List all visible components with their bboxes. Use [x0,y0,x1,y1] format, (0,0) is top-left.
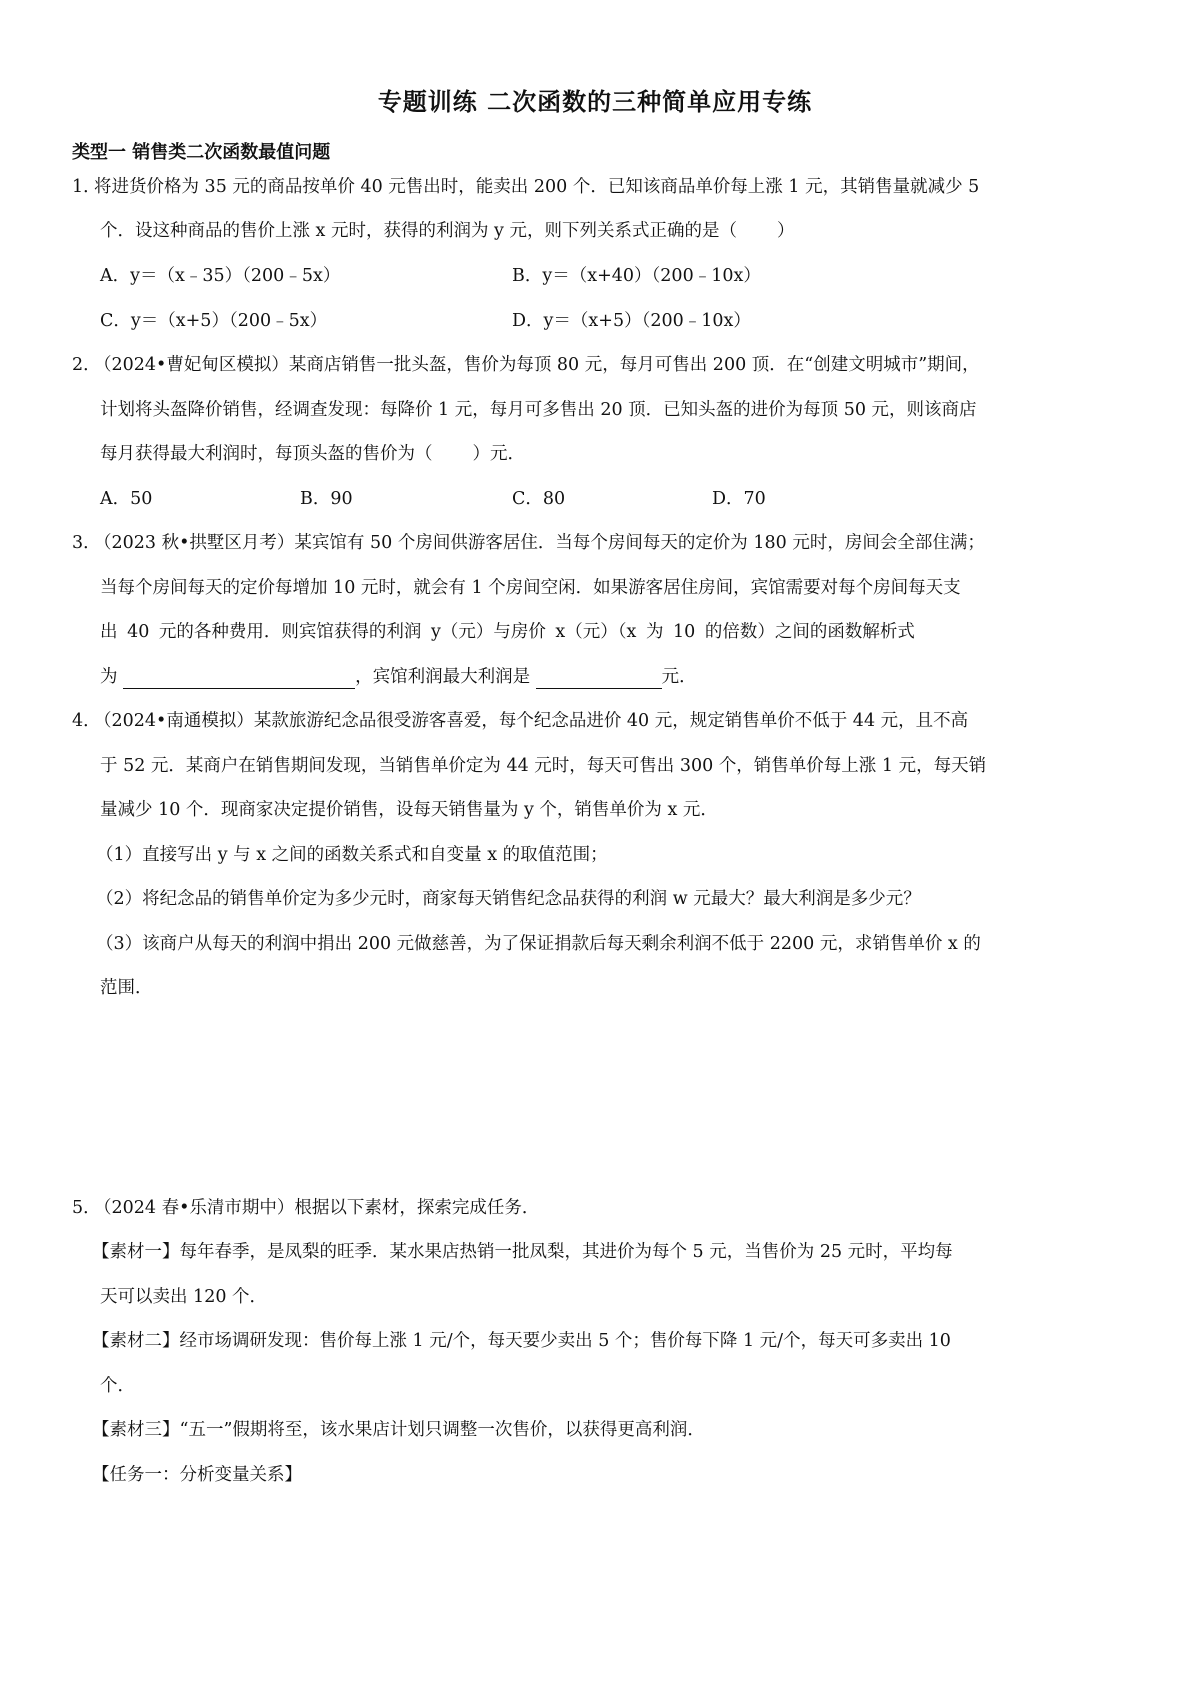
question-4-sub-1: （1）直接写出 y 与 x 之间的函数关系式和自变量 x 的取值范围； [96,845,608,865]
material-3: 【素材三】“五一”假期将至，该水果店计划只调整一次售价，以获得更高利润． [92,1420,705,1440]
question-3-line-2: 当每个房间每天的定价每增加 10 元时，就会有 1 个房间空闲．如果游客居住房间，宾馆需要对每个房间每天支 [100,578,961,598]
material-1-cont: 天可以卖出 120 个． [100,1287,268,1307]
answer-blank-function[interactable] [123,668,355,689]
question-2-line-1: （2024•曹妃甸区模拟）某商店销售一批头盔，售价为每顶 80 元，每月可售出 200 顶．在“创建文明城市”期间， [94,355,980,375]
question-1-line-2-text: 个．设这种商品的售价上涨 x 元时，获得的利润为 y 元，则下列关系式正确的是（ [100,221,738,241]
question-4-number: 4． [72,711,101,731]
question-2-option-d: D．70 [712,489,766,509]
question-1-line-2 [100,219,795,243]
question-5-number: 5． [72,1198,101,1218]
question-1-number: 1． [72,177,101,197]
question-3-line-3: 出 40 元的各种费用．则宾馆获得的利润 y（元）与房价 x（元）（x 为 10 的倍数）之间的函数解析式 [100,622,915,642]
section-heading: 类型一 销售类二次函数最值问题 [72,142,331,163]
question-2-line-3 [100,442,525,466]
question-3-line-4 [100,665,697,689]
question-3-number: 3． [72,533,101,553]
question-1-line-2-close: ） [777,221,795,241]
question-2-option-b: B．90 [300,489,353,509]
question-1-line-1: 将进货价格为 35 元的商品按单价 40 元售出时，能卖出 200 个．已知该商品单价每上涨 1 元，其销售量就减少 5 [94,177,980,197]
question-1-option-a: A．y＝（x﹣35）（200﹣5x） [100,266,341,286]
question-2-number: 2． [72,355,101,375]
question-4-line-1: （2024•南通模拟）某款旅游纪念品很受游客喜爱，每个纪念品进价 40 元，规定销售单价不低于 44 元，且不高 [94,711,969,731]
question-4-line-2: 于 52 元．某商户在销售期间发现，当销售单价定为 44 元时，每天可售出 300 个，销售单价每上涨 1 元，每天销 [100,756,987,776]
material-2-cont: 个． [100,1376,135,1396]
question-3-line-4-suffix: 元． [661,667,697,687]
question-2-line-3-text: 每月获得最大利润时，每顶头盔的售价为（ [100,444,433,464]
question-5-line-1: （2024 春•乐清市期中）根据以下素材，探索完成任务． [94,1198,540,1218]
task-1-heading: 【任务一：分析变量关系】 [92,1465,302,1485]
page-title: 专题训练 二次函数的三种简单应用专练 [377,88,813,116]
question-1-option-d: D．y＝（x+5）（200﹣10x） [512,311,751,331]
question-2-option-a: A．50 [100,489,153,509]
question-4-sub-2: （2）将纪念品的销售单价定为多少元时，商家每天销售纪念品获得的利润 w 元最大？最大利润是多少元？ [96,889,921,909]
question-3-line-4-prefix: 为 [100,667,118,687]
question-3-line-4-middle: ，宾馆利润最大利润是 [355,667,531,687]
answer-blank-max-profit[interactable] [536,668,662,689]
material-1: 【素材一】每年春季，是凤梨的旺季．某水果店热销一批凤梨，其进价为每个 5 元，当售价为 25 元时，平均每 [92,1242,953,1262]
question-1-option-b: B．y＝（x+40）（200﹣10x） [512,266,761,286]
material-2: 【素材二】经市场调研发现：售价每上涨 1 元/个，每天要少卖出 5 个；售价每下降 1 元/个，每天可多卖出 10 [92,1331,951,1351]
question-4-sub-3: （3）该商户从每天的利润中捐出 200 元做慈善，为了保证捐款后每天剩余利润不低于 2200 元，求销售单价 x 的 [96,934,981,954]
question-2-line-3-close: ）元． [472,444,525,464]
question-4-line-3: 量减少 10 个．现商家决定提价销售，设每天销售量为 y 个，销售单价为 x 元． [100,800,718,820]
question-3-line-1: （2023 秋•拱墅区月考）某宾馆有 50 个房间供游客居住．当每个房间每天的定价为 180 元时，房间会全部住满； [94,533,985,553]
question-2-option-c: C．80 [512,489,566,509]
question-4-sub-3-cont: 范围． [100,978,153,998]
question-1-option-c: C．y＝（x+5）（200﹣5x） [100,311,328,331]
question-2-line-2: 计划将头盔降价销售，经调查发现：每降价 1 元，每月可多售出 20 顶．已知头盔的进价为每顶 50 元，则该商店 [100,400,977,420]
